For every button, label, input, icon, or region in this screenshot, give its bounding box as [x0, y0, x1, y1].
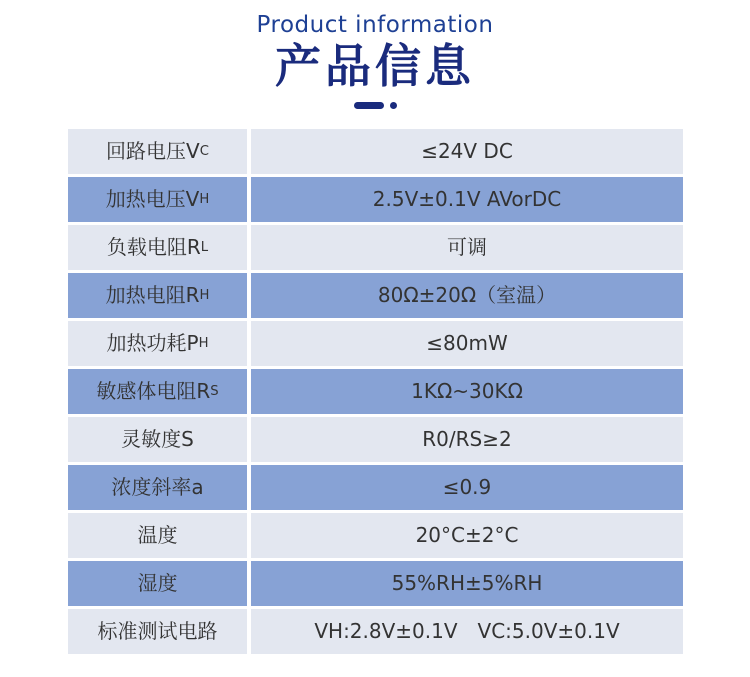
dot-decoration [390, 102, 397, 109]
row-label [68, 129, 247, 174]
row-label-subscript: S [210, 383, 219, 399]
table-row [68, 129, 683, 174]
row-label-text: 负载电阻R [106, 235, 201, 260]
row-value: 55%RH±5%RH [251, 561, 683, 606]
table-row [68, 561, 683, 606]
table-row [68, 225, 683, 270]
row-label [68, 513, 247, 558]
row-value: 2.5V±0.1V AVorDC [251, 177, 683, 222]
row-label-subscript: H [199, 287, 210, 303]
row-value: ≤0.9 [251, 465, 683, 510]
row-label-subscript: H [199, 191, 210, 207]
row-value: ≤80mW [251, 321, 683, 366]
title-underline-decoration [0, 102, 750, 110]
row-label [68, 417, 247, 462]
row-label [68, 273, 247, 318]
table-row [68, 321, 683, 366]
row-value: 可调 [251, 225, 683, 270]
row-label-subscript: H [198, 335, 209, 351]
dash-decoration [354, 102, 384, 109]
row-label-text: 温度 [137, 523, 178, 548]
row-value: 80Ω±20Ω（室温） [251, 273, 683, 318]
row-label-text: 敏感体电阻R [96, 379, 211, 404]
table-row [68, 417, 683, 462]
row-label-text: 标准测试电路 [97, 619, 218, 644]
table-row [68, 513, 683, 558]
row-label-text: 回路电压V [106, 139, 200, 164]
spec-table [68, 129, 683, 654]
row-label-text: 浓度斜率a [111, 475, 204, 500]
row-label [68, 321, 247, 366]
row-label [68, 369, 247, 414]
row-label [68, 561, 247, 606]
row-label [68, 225, 247, 270]
row-label [68, 465, 247, 510]
row-value: 1KΩ~30KΩ [251, 369, 683, 414]
row-label-subscript: C [199, 143, 209, 159]
row-value: VH:2.8V±0.1V VC:5.0V±0.1V [251, 609, 683, 654]
row-value: ≤24V DC [251, 129, 683, 174]
table-row [68, 609, 683, 654]
table-row [68, 177, 683, 222]
row-label-text: 加热电压V [105, 187, 200, 212]
header-subtitle: Product information [256, 12, 494, 38]
row-label-text: 灵敏度S [121, 427, 194, 452]
row-label-text: 加热电阻R [105, 283, 200, 308]
table-row [68, 369, 683, 414]
row-value: R0/RS≥2 [251, 417, 683, 462]
row-label-text: 湿度 [137, 571, 178, 596]
table-row [68, 465, 683, 510]
row-label [68, 609, 247, 654]
row-label [68, 177, 247, 222]
row-label-subscript: L [200, 239, 209, 255]
row-value: 20°C±2°C [251, 513, 683, 558]
page-title: 产品信息 [275, 39, 475, 93]
row-label-text: 加热功耗P [106, 331, 199, 356]
table-row [68, 273, 683, 318]
